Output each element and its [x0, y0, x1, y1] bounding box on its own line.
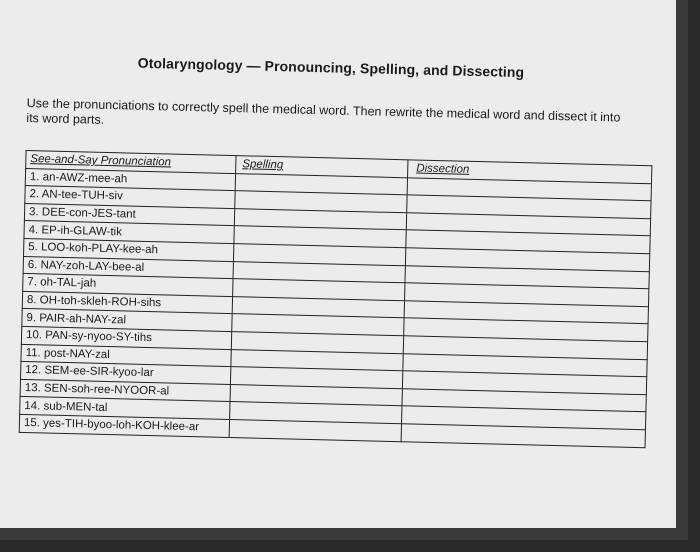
pronunciation-cell: 12. SEM-ee-SIR-kyoo-lar	[21, 362, 231, 385]
pronunciation-cell: 9. PAIR-ah-NAY-zal	[22, 309, 232, 332]
worksheet-instructions: Use the pronunciations to correctly spell the medical word. Then rewrite the medical word and dissect it into its word parts.	[26, 95, 621, 127]
pronunciation-cell: 5. LOO-koh-PLAY-kee-ah	[24, 238, 234, 261]
pronunciation-cell: 10. PAN-sy-nyoo-SY-tihs	[21, 326, 231, 349]
pronunciation-table	[19, 150, 653, 448]
pronunciation-cell: 2. AN-tee-TUH-siv	[25, 186, 235, 209]
header-pronunciation: See-and-Say Pronunciation	[26, 150, 236, 173]
pronunciation-cell: 8. OH-toh-skleh-ROH-sihs	[22, 291, 232, 314]
page-bottom-shadow	[0, 528, 688, 540]
pronunciation-cell: 3. DEE-con-JES-tant	[24, 203, 234, 226]
pronunciation-cell: 1. an-AWZ-mee-ah	[25, 168, 235, 191]
page-edge-shadow	[676, 0, 688, 540]
header-dissection: Dissection	[408, 160, 652, 184]
pronunciation-cell: 14. sub-MEN-tal	[20, 397, 230, 420]
pronunciation-cell: 11. post-NAY-zal	[21, 344, 231, 367]
header-spelling: Spelling	[236, 156, 408, 178]
spelling-answer-cell[interactable]	[229, 419, 401, 441]
pronunciation-cell: 4. EP-ih-GLAW-tik	[24, 221, 234, 244]
pronunciation-cell: 15. yes-TIH-byoo-loh-KOH-klee-ar	[19, 414, 229, 437]
worksheet-sheet	[19, 52, 668, 448]
pronunciation-cell: 6. NAY-zoh-LAY-bee-al	[23, 256, 233, 279]
pronunciation-cell: 13. SEN-soh-ree-NYOOR-al	[20, 379, 230, 402]
worksheet-title: Otolaryngology — Pronouncing, Spelling, and Dissecting	[137, 54, 525, 81]
pronunciation-cell: 7. oh-TAL-jah	[23, 274, 233, 297]
